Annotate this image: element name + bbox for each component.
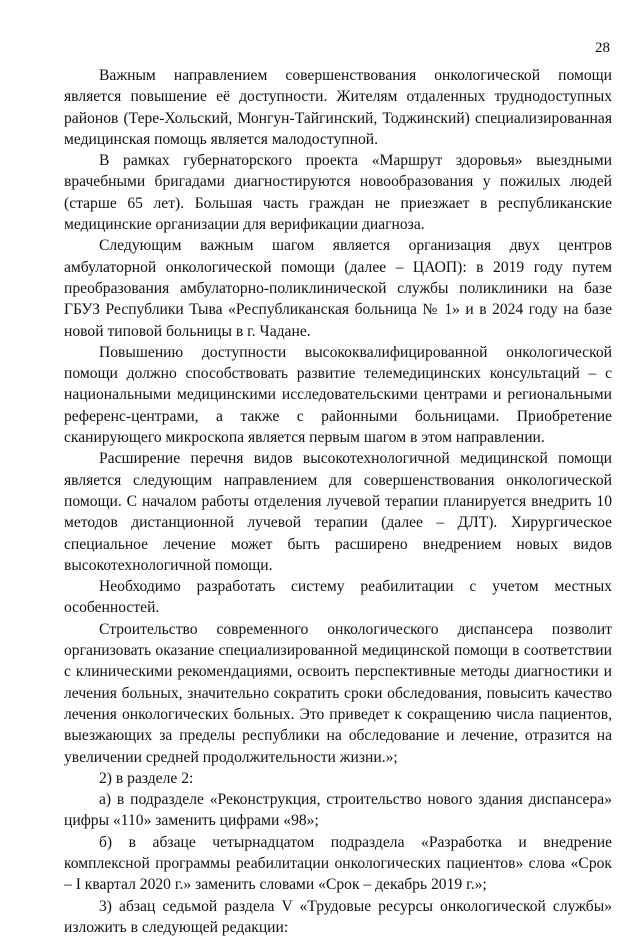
paragraph-health-route-project: В рамках губернаторского проекта «Маршрут здоровья» выездными врачебными бригадами диагностируются новообразования у пожилых людей (старше 65 лет). Большая часть граждан не приезжает в республиканские медицинские организации для верификации диагноза. [64,152,612,234]
list-item-section-2: 2) в разделе 2: [99,769,194,787]
list-item-section-3: 3) абзац седьмой раздела V «Трудовые ресурсы онкологической службы» изложить в следующей редакции: [64,897,612,936]
list-item-subsection-b: б) в абзаце четырнадцатом подраздела «Разработка и внедрение комплексной программы реабилитации онкологических пациентов» слова «Срок – I квартал 2020 г.» заменить словами «Срок – декабрь 2019 г.»; [64,833,612,894]
page-number: 28 [595,40,610,56]
list-item-subsection-a: а) в подразделе «Реконструкция, строительство нового здания диспансера» цифры «110» заменить цифрами «98»; [64,791,612,830]
paragraph-telemedicine: Повышению доступности высококвалифицированной онкологической помощи должно способствовать развитие телемедицинских консультаций – с национальными медицинскими исследовательскими центрами и региональными референс-центрами, а также с районными больницами. Приобретение сканирующего микроскопа является первым шагом в этом направлении. [64,343,612,447]
paragraph-outpatient-centers: Следующим важным шагом является организация двух центров амбулаторной онкологической помощи (далее – ЦАОП): в 2019 году путем преобразования амбулаторно-поликлинической службы поликлиники на базе ГБУЗ Республики Тыва «Республиканская больница № 1» и в 2024 году на базе новой типовой больницы в г. Чадане. [64,237,612,340]
paragraph-accessibility: Важным направлением совершенствования онкологической помощи является повышение её доступности. Жителям отдаленных труднодоступных районов (Тере-Хольский, Монгун-Тайгинский, Тоджинский) специализированная медицинская помощь является малодоступной. [64,67,612,148]
paragraph-new-dispensary: Строительство современного онкологического диспансера позволит организовать оказание специализированной медицинской помощи в соответствии с клиническими рекомендациями, освоить перспективные методы диагностики и лечения больных, значительно сократить сроки обследования, повысить качество лечения онкологических больных. Это приведет к сокращению числа пациентов, выезжающих за пределы республики на обследование и лечение, отразится на увеличении средней продолжительности жизни.»; [64,620,612,766]
paragraph-high-tech-care: Расширение перечня видов высокотехнологичной медицинской помощи является следующим направлением для совершенствования онкологической помощи. С началом работы отделения лучевой терапии планируется внедрить 10 методов дистанционной лучевой терапии (далее – ДЛТ). Хирургическое специальное лечение может быть расширено внедрением новых видов высокотехнологичной помощи. [64,450,612,574]
paragraph-rehabilitation: Необходимо разработать систему реабилитации с учетом местных особенностей. [64,578,612,617]
document-body [64,65,612,938]
